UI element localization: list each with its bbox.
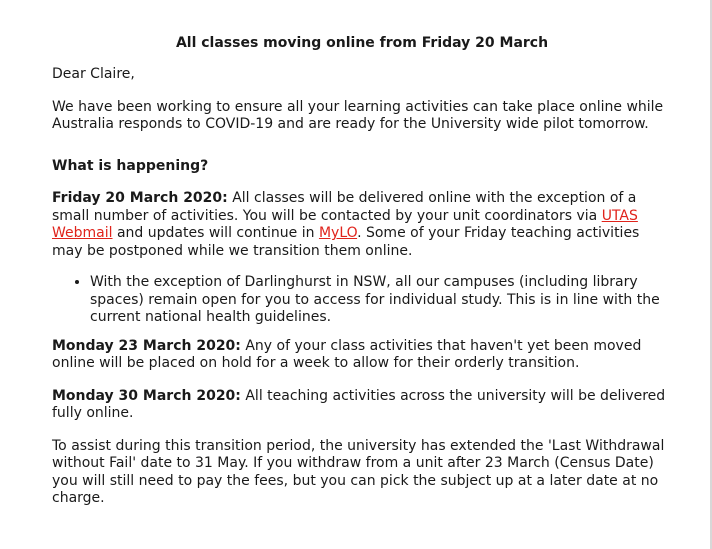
email-title: All classes moving online from Friday 20 March [175, 35, 549, 51]
utas-webmail-link[interactable]: UTAS Webmail [52, 207, 638, 241]
friday-text-2: and updates will continue in [112, 225, 319, 241]
monday23-label: Monday 23 March 2020: [52, 337, 241, 354]
monday30-text: All teaching activities across the university will be delivered fully online. [52, 387, 666, 421]
list-item: • With the exception of Darlinghurst in NSW, all our campuses (including library spaces) remain open for you to access for individual study. This is in line with the current national health guidelines. [90, 274, 672, 327]
monday23-text: Any of your class activities that haven't yet been moved online will be placed on hold for a week to allow for their orderly transition. [52, 337, 642, 371]
greeting: Dear Claire, [52, 66, 135, 82]
friday-text-3: . Some of your Friday teaching activities may be postponed while we transition them online. [52, 225, 640, 259]
monday30-paragraph [52, 388, 672, 423]
monday23-paragraph [52, 338, 672, 373]
bullet-list [52, 274, 672, 327]
email-body [52, 0, 672, 508]
section-heading: What is happening? [52, 157, 209, 174]
friday-paragraph [52, 190, 672, 260]
assist-paragraph: To assist during this transition period, the university has extended the 'Last Withdrawal without Fail' date to 31 May. If you withdraw from a unit after 23 March (Census Date) you will still need to pay the fees, but you can pick the subject up at a later date at no charge. [52, 437, 665, 506]
intro-paragraph: We have been working to ensure all your learning activities can take place online while Australia responds to COVID-19 and are ready for the University wide pilot tomorrow. [52, 98, 664, 132]
mylo-link[interactable]: MyLO [318, 225, 358, 241]
friday-label: Friday 20 March 2020: [52, 190, 228, 206]
friday-text-1: All classes will be delivered online with the exception of a small number of activities. You will be contacted by your unit coordinators via [52, 190, 637, 224]
monday30-label: Monday 30 March 2020: [52, 387, 241, 404]
